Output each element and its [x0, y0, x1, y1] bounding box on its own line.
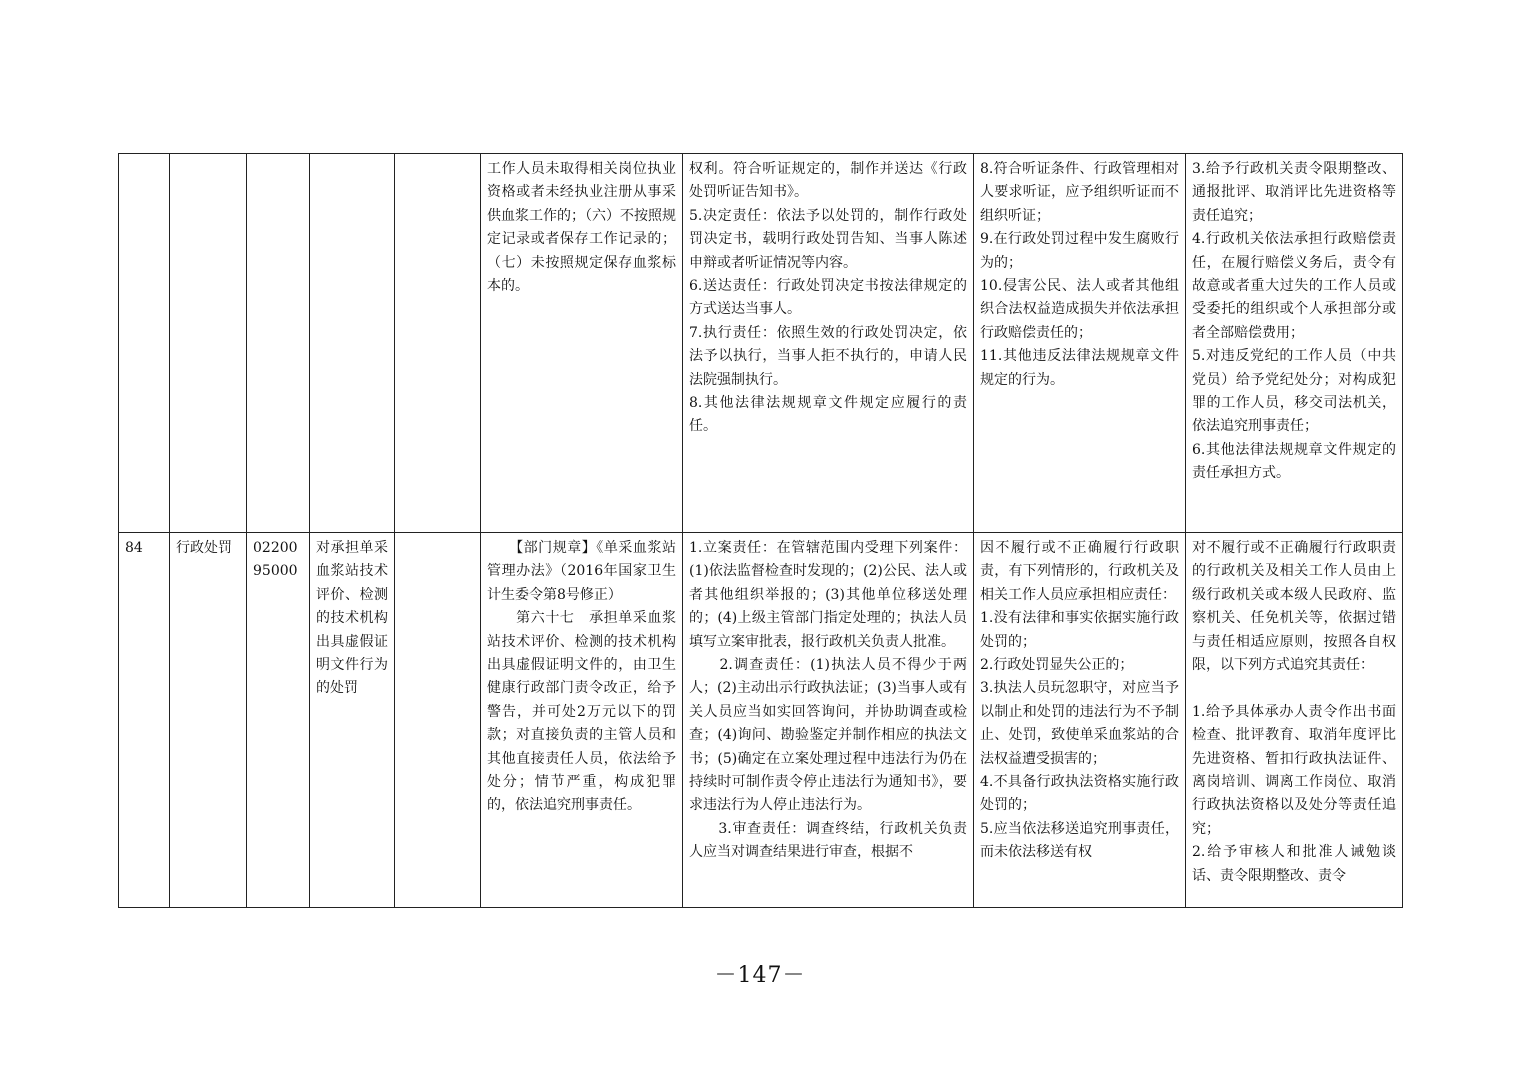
item-name-cell: [310, 154, 395, 533]
responsibility-table: [118, 153, 1403, 908]
responsibilities-cell: 1.立案责任：在管辖范围内受理下列案件：(1)依法监督检查时发现的；(2)公民、法人或者其他组织举报的；(3)其他单位移送处理的；(4)上级主管部门指定处理的；执法人员填写立案审批表，报行政机关负责人批准。 2.调查责任：(1)执法人员不得少于两人；(2)主动出示行政执法证；(3)当事人或有关人员应当如实回答询问，并协助调查或检查；(4)询问、勘验鉴定并制作相应的执法文书；(5)确定在立案处理过程中违法行为仍在持续时可制作责令停止违法行为通知书》，要求违法行为人停止违法行为。 3.审查责任：调查终结，行政机关负责人应当对调查结果进行审查，根据不: [683, 533, 974, 908]
page-number: －147－: [714, 963, 806, 988]
basis-cell: 工作人员未取得相关岗位执业资格或者未经执业注册从事采供血浆工作的；（六）不按照规定记录或者保存工作记录的；（七）未按照规定保存血浆标本的。: [481, 154, 683, 533]
liability-situations-cell: 8.符合听证条件、行政管理相对人要求听证，应予组织听证而不组织听证； 9.在行政处罚过程中发生腐败行为的； 10.侵害公民、法人或者其他组织合法权益造成损失并依法承担行政赔偿责任的； 11.其他违反法律法规规章文件规定的行为。: [974, 154, 1186, 533]
category-cell: 行政处罚: [170, 533, 247, 908]
accountability-cell: 3.给予行政机关责令限期整改、通报批评、取消评比先进资格等责任追究； 4.行政机关依法承担行政赔偿责任，在履行赔偿义务后，责令有故意或者重大过失的工作人员或受委托的组织或个人承担部分或者全部赔偿费用； 5.对违反党纪的工作人员（中共党员）给予党纪处分；对构成犯罪的工作人员，移交司法机关，依法追究刑事责任； 6.其他法律法规规章文件规定的责任承担方式。: [1186, 154, 1403, 533]
item-name-cell: 对承担单采血浆站技术评价、检测的技术机构出具虚假证明文件行为的处罚: [310, 533, 395, 908]
accountability-cell: 对不履行或不正确履行行政职责的行政机关及相关工作人员由上级行政机关或本级人民政府、监察机关、任免机关等，依据过错与责任相适应原则，按照各自权限，以下列方式追究其责任： 1.给予具体承办人责令作出书面检查、批评教育、取消年度评比先进资格、暂扣行政执法证件、离岗培训、调离工作岗位、取消行政执法资格以及处分等责任追究； 2.给予审核人和批准人诫勉谈话、责令限期整改、责令: [1186, 533, 1403, 908]
seq-cell: [119, 154, 170, 533]
code-cell: [247, 154, 310, 533]
table-row: [119, 533, 1403, 908]
seq-cell: 84: [119, 533, 170, 908]
table-row: [119, 154, 1403, 533]
category-cell: [170, 154, 247, 533]
code-cell: 0220095000: [247, 533, 310, 908]
sub-item-cell: [395, 154, 481, 533]
basis-cell: 【部门规章】《单采血浆站管理办法》（2016年国家卫生计生委令第8号修正） 第六十七 承担单采血浆站技术评价、检测的技术机构出具虚假证明文件的，由卫生健康行政部门责令改正，给予警告，并可处2万元以下的罚款；对直接负责的主管人员和其他直接责任人员，依法给予处分；情节严重，构成犯罪的，依法追究刑事责任。: [481, 533, 683, 908]
liability-situations-cell: 因不履行或不正确履行行政职责，有下列情形的，行政机关及相关工作人员应承担相应责任： 1.没有法律和事实依据实施行政处罚的； 2.行政处罚显失公正的； 3.执法人员玩忽职守，对应当予以制止和处罚的违法行为不予制止、处罚，致使单采血浆站的合法权益遭受损害的； 4.不具备行政执法资格实施行政处罚的； 5.应当依法移送追究刑事责任，而未依法移送有权: [974, 533, 1186, 908]
sub-item-cell: [395, 533, 481, 908]
responsibilities-cell: 权利。符合听证规定的，制作并送达《行政处罚听证告知书》。 5.决定责任：依法予以处罚的，制作行政处罚决定书，载明行政处罚告知、当事人陈述申辩或者听证情况等内容。 6.送达责任：行政处罚决定书按法律规定的方式送达当事人。 7.执行责任：依照生效的行政处罚决定，依法予以执行，当事人拒不执行的，申请人民法院强制执行。 8.其他法律法规规章文件规定应履行的责任。: [683, 154, 974, 533]
